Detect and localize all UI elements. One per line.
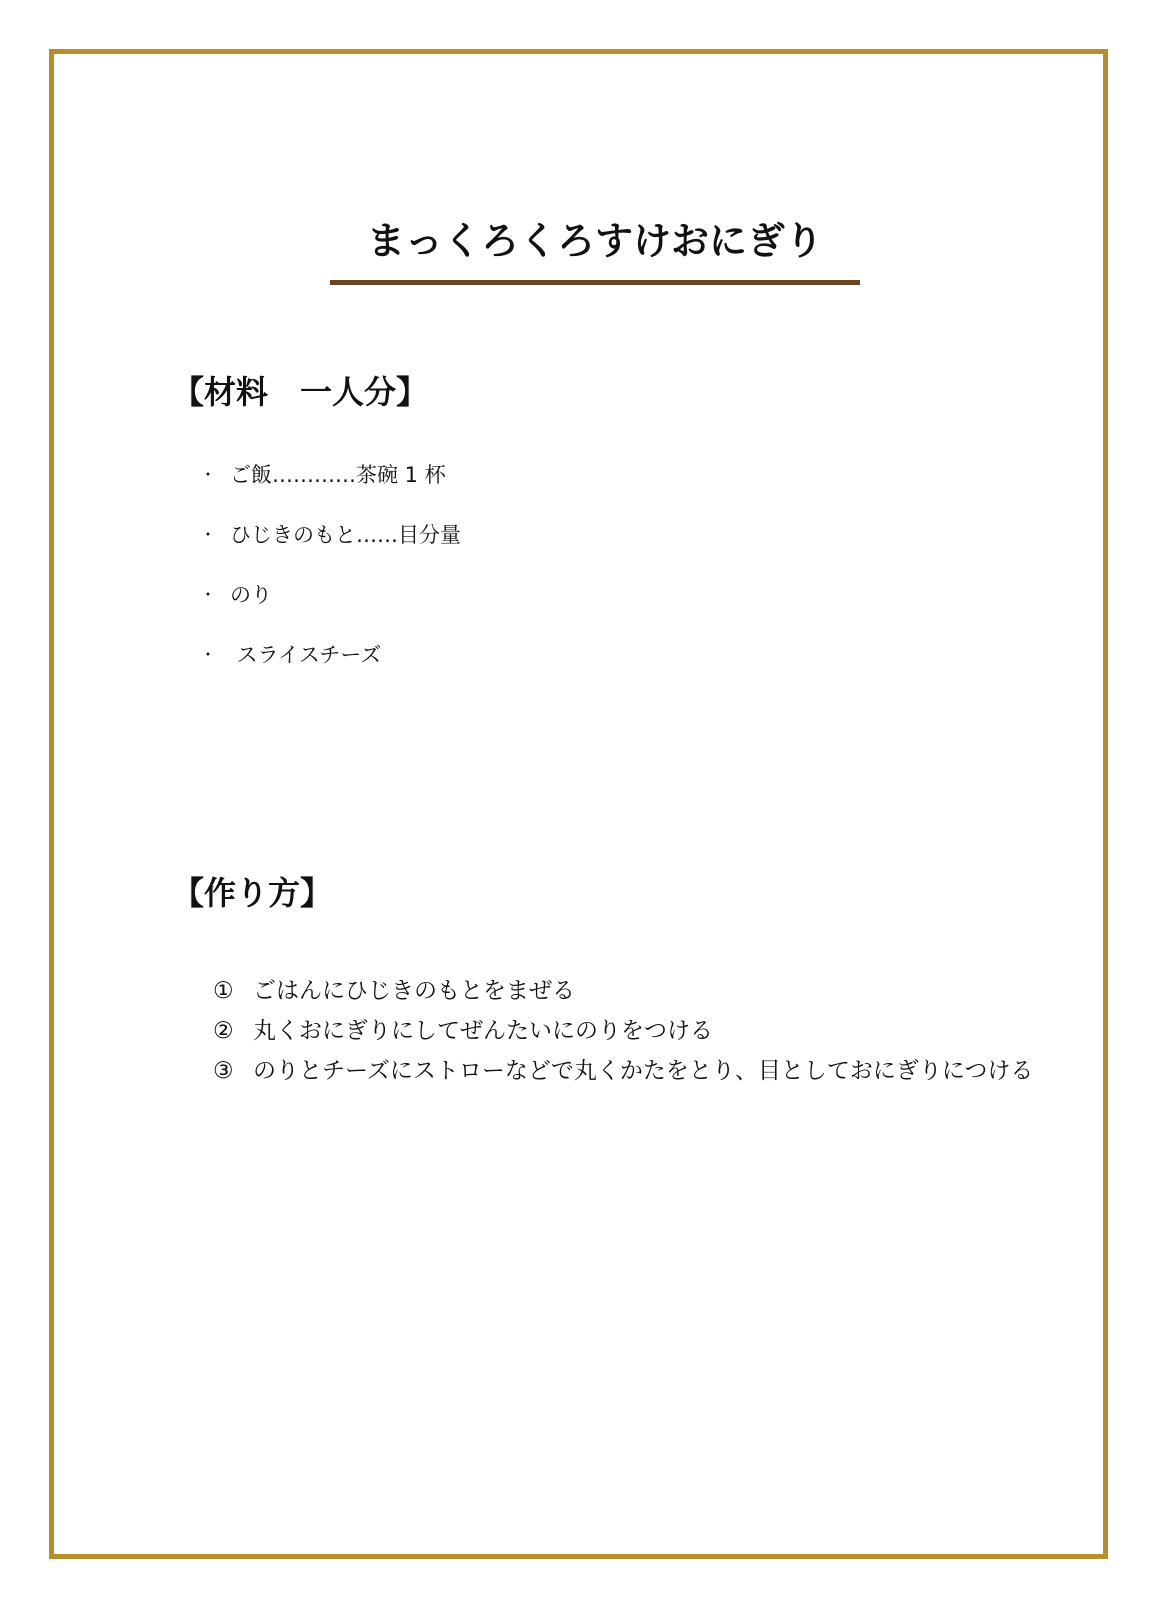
step-text: ごはんにひじきのもとをまぜる [253,978,575,1004]
ingredients-heading: 【材料 一人分】 [172,373,429,411]
list-item [213,975,1033,1015]
steps-list [213,975,1033,1095]
list-item [200,460,461,520]
ingredient-text: スライスチーズ [230,643,382,667]
list-item [200,520,461,580]
page-border [49,49,1108,1559]
list-item [200,640,461,700]
title-underline [330,280,860,285]
list-item [213,1015,1033,1055]
bullet: ・ [200,645,217,664]
list-item [200,580,461,640]
step-number: ① [213,978,234,1004]
ingredient-text: ひじきのもと……目分量 [230,523,461,547]
bullet: ・ [200,585,217,604]
bullet: ・ [200,465,217,484]
step-number: ② [213,1018,234,1044]
ingredient-text: のり [230,583,272,607]
page-title: まっくろくろすけおにぎり [366,219,823,263]
step-text: のりとチーズにストローなどで丸くかたをとり、目としておにぎりにつける [253,1058,1034,1084]
step-text: 丸くおにぎりにしてぜんたいにのりをつける [253,1018,713,1044]
list-item [213,1055,1033,1095]
ingredients-list [200,460,461,700]
bullet: ・ [200,525,217,544]
steps-heading: 【作り方】 [172,874,333,912]
ingredient-text: ご飯…………茶碗 1 杯 [230,463,446,487]
step-number: ③ [213,1058,234,1084]
